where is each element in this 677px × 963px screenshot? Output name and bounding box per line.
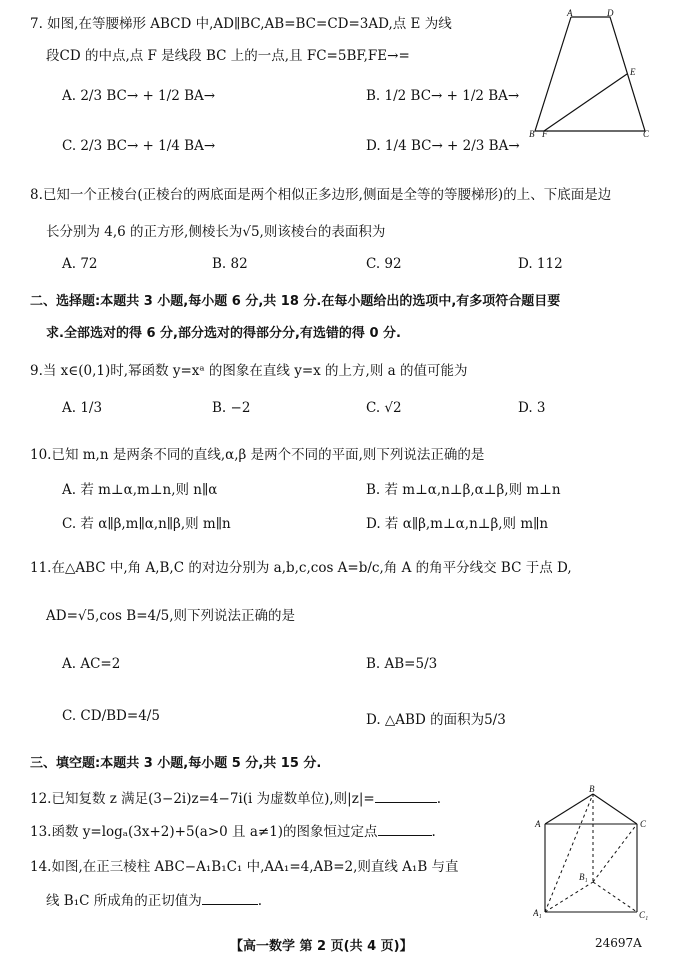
q12-answer-blank[interactable] [375, 788, 437, 803]
q14-text: 线 B₁C 所成角的正切值为 [46, 893, 202, 909]
q11-option-a: A. AC=2 [62, 656, 121, 672]
q7-option-a: A. 2/3 BC→ + 1/2 BA→ [62, 88, 216, 104]
fig14-label-b1: B₁ [579, 872, 588, 882]
q7-stem-line1: 7. 如图,在等腰梯形 ABCD 中,AD∥BC,AB=BC=CD=3AD,点 E 为线 [30, 16, 452, 32]
q12-stem [30, 787, 441, 807]
fig7-label-d: D [607, 8, 614, 18]
q11-option-d: D. △ABD 的面积为5/3 [366, 712, 506, 728]
q12-period: . [436, 791, 441, 807]
q9-stem: 9.当 x∈(0,1)时,幂函数 y=xᵃ 的图象在直线 y=x 的上方,则 a 的值可能为 [30, 363, 468, 379]
q9-option-b: B. −2 [212, 400, 251, 416]
q9-option-d: D. 3 [518, 400, 546, 416]
q13-period: . [431, 824, 436, 840]
q14-stem-line2 [46, 889, 262, 909]
q11-stem-line2: AD=√5,cos B=4/5,则下列说法正确的是 [46, 608, 296, 624]
fig7-label-a: A [567, 8, 573, 18]
q7-stem-line2: 段CD 的中点,点 F 是线段 BC 上的一点,且 FC=5BF,FE→= [46, 48, 410, 64]
q13-stem [30, 820, 436, 840]
q9-option-a: A. 1/3 [62, 400, 103, 416]
q14-answer-blank[interactable] [202, 890, 258, 905]
q8-option-c: C. 92 [366, 256, 402, 272]
q7-option-c: C. 2/3 BC→ + 1/4 BA→ [62, 138, 216, 154]
fig14-label-a: A [535, 819, 541, 829]
q8-stem-line1: 8.已知一个正棱台(正棱台的两底面是两个相似正多边形,侧面是全等的等腰梯形)的上、下底面是边 [30, 187, 612, 203]
q13-text: 13.函数 y=logₐ(3x+2)+5(a>0 且 a≠1)的图象恒过定点 [30, 824, 378, 840]
fig7-label-c: C [643, 129, 650, 139]
section3-heading: 三、填空题:本题共 3 小题,每小题 5 分,共 15 分. [30, 756, 322, 771]
fig14-label-a1: A₁ [533, 908, 542, 918]
q11-option-c: C. CD/BD=4/5 [62, 708, 160, 724]
fig14-label-c1: C₁ [639, 910, 649, 920]
q10-stem: 10.已知 m,n 是两条不同的直线,α,β 是两个不同的平面,则下列说法正确的是 [30, 447, 485, 463]
q7-option-d: D. 1/4 BC→ + 2/3 BA→ [366, 138, 520, 154]
fig7-label-e: E [630, 67, 636, 77]
q10-option-d: D. 若 α∥β,m⊥α,n⊥β,则 m∥n [366, 516, 549, 532]
fig7-label-b: B [529, 129, 535, 139]
q7-option-b: B. 1/2 BC→ + 1/2 BA→ [366, 88, 520, 104]
fig14-label-b: B [589, 784, 595, 794]
q10-option-b: B. 若 m⊥α,n⊥β,α⊥β,则 m⊥n [366, 482, 561, 498]
q8-stem-line2: 长分别为 4,6 的正方形,侧棱长为√5,则该棱台的表面积为 [46, 224, 386, 240]
q12-text: 12.已知复数 z 满足(3−2i)z=4−7i(i 为虚数单位),则|z|= [30, 791, 375, 807]
page-footer: 【高一数学 第 2 页(共 4 页)】 [230, 939, 413, 954]
section2-heading: 二、选择题:本题共 3 小题,每小题 6 分,共 18 分.在每小题给出的选项中,有多项符合题目要 [30, 294, 561, 309]
q14-period: . [257, 893, 263, 909]
q11-stem-line1: 11.在△ABC 中,角 A,B,C 的对边分别为 a,b,c,cos A=b/c,角 A 的角平分线交 BC 于点 D, [30, 560, 572, 576]
q8-option-b: B. 82 [212, 256, 248, 272]
prism-figure [533, 782, 668, 920]
q11-option-b: B. AB=5/3 [366, 656, 438, 672]
q14-stem-line1: 14.如图,在正三棱柱 ABC−A₁B₁C₁ 中,AA₁=4,AB=2,则直线 A₁B 与直 [30, 859, 459, 875]
exam-code: 24697A [595, 936, 642, 950]
trapezoid-figure [525, 5, 665, 140]
section2-heading-cont: 求.全部选对的得 6 分,部分选对的得部分分,有选错的得 0 分. [46, 326, 401, 341]
fig7-label-f: F [542, 129, 548, 139]
q10-option-a: A. 若 m⊥α,m⊥n,则 n∥α [62, 482, 218, 498]
q13-answer-blank[interactable] [378, 821, 432, 836]
q9-option-c: C. √2 [366, 400, 402, 416]
q8-option-a: A. 72 [62, 256, 98, 272]
fig14-label-c: C [640, 819, 647, 829]
q10-option-c: C. 若 α∥β,m∥α,n∥β,则 m∥n [62, 516, 231, 532]
q8-option-d: D. 112 [518, 256, 563, 272]
